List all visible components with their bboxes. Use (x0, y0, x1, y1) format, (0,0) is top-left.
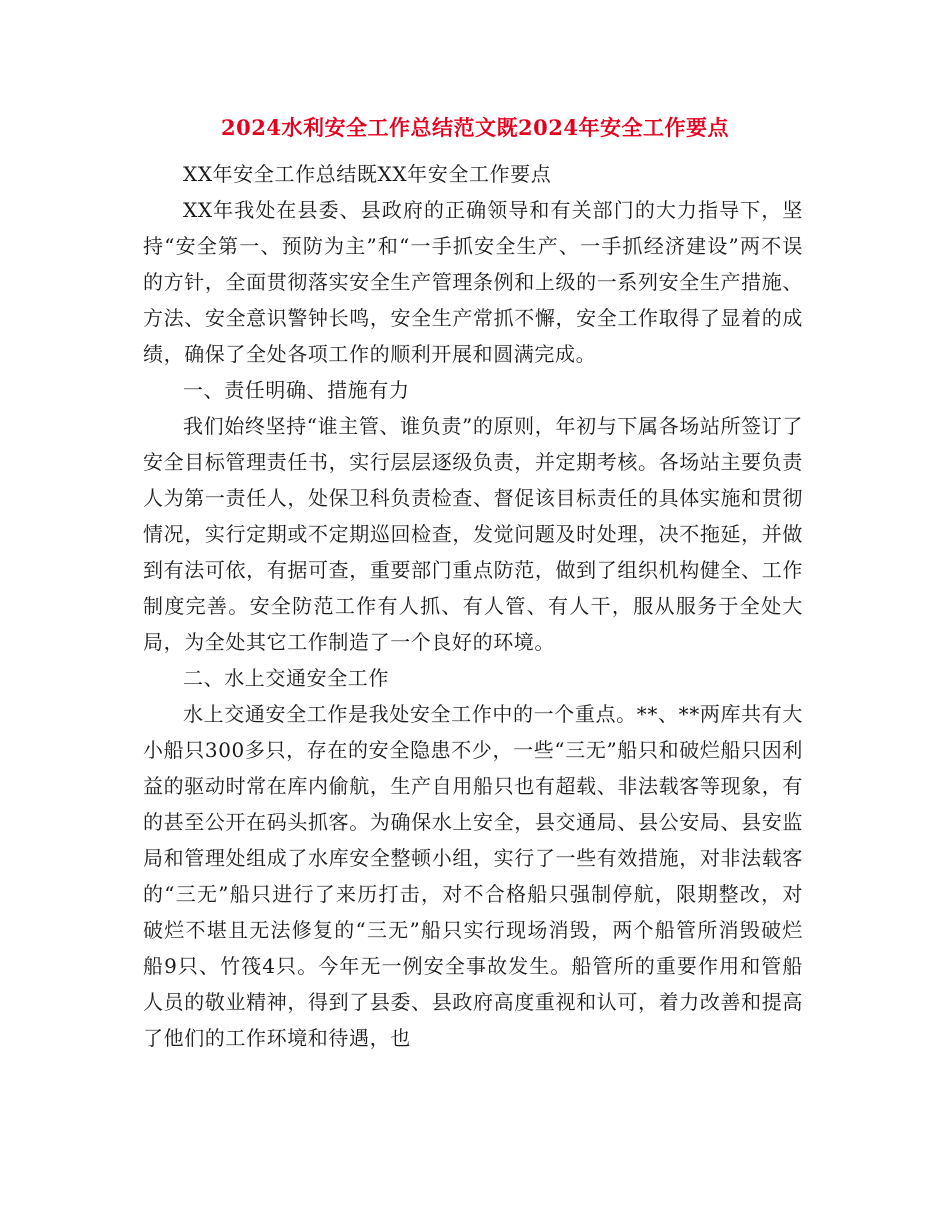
section-1-paragraph: 我们始终坚持“谁主管、谁负责”的原则，年初与下属各场站所签订了安全目标管理责任书，实行层层逐级负责，并定期考核。各场站主要负责人为第一责任人，处保卫科负责检查、督促该目标责任的具体实施和贯彻情况，实行定期或不定期巡回检查，发觉问题及时处理，决不拖延，并做到有法可依，有据可查，重要部门重点防范，做到了组织机构健全、工作制度完善。安全防范工作有人抓、有人管、有人干，服从服务于全处大局，为全处其它工作制造了一个良好的环境。 (143, 414, 803, 654)
document-body (143, 156, 803, 1056)
subtitle-paragraph: XX年安全工作总结既XX年安全工作要点 (183, 162, 552, 186)
section-heading-1: 一、责任明确、措施有力 (183, 378, 410, 402)
section-heading-2: 二、水上交通安全工作 (183, 666, 389, 690)
document-title: 2024水利安全工作总结范文既2024年安全工作要点 (221, 115, 729, 140)
intro-paragraph: XX年我处在县委、县政府的正确领导和有关部门的大力指导下，坚持“安全第一、预防为主”和“一手抓安全生产、一手抓经济建设”两不误的方针，全面贯彻落实安全生产管理条例和上级的一系列安全生产措施、方法、安全意识警钟长鸣，安全生产常抓不懈，安全工作取得了显着的成绩，确保了全处各项工作的顺利开展和圆满完成。 (143, 198, 803, 366)
section-2-paragraph: 水上交通安全工作是我处安全工作中的一个重点。**、**两库共有大小船只300多只，存在的安全隐患不少，一些“三无”船只和破烂船只因利益的驱动时常在库内偷航，生产自用船只也有超载、非法载客等现象，有的甚至公开在码头抓客。为确保水上安全，县交通局、县公安局、县安监局和管理处组成了水库安全整顿小组，实行了一些有效措施，对非法载客的“三无”船只进行了来历打击，对不合格船只强制停航，限期整改，对破烂不堪且无法修复的“三无”船只实行现场消毁，两个船管所消毁破烂船9只、竹筏4只。今年无一例安全事故发生。船管所的重要作用和管船人员的敬业精神，得到了县委、县政府高度重视和认可，着力改善和提高了他们的工作环境和待遇，也 (143, 702, 803, 1050)
